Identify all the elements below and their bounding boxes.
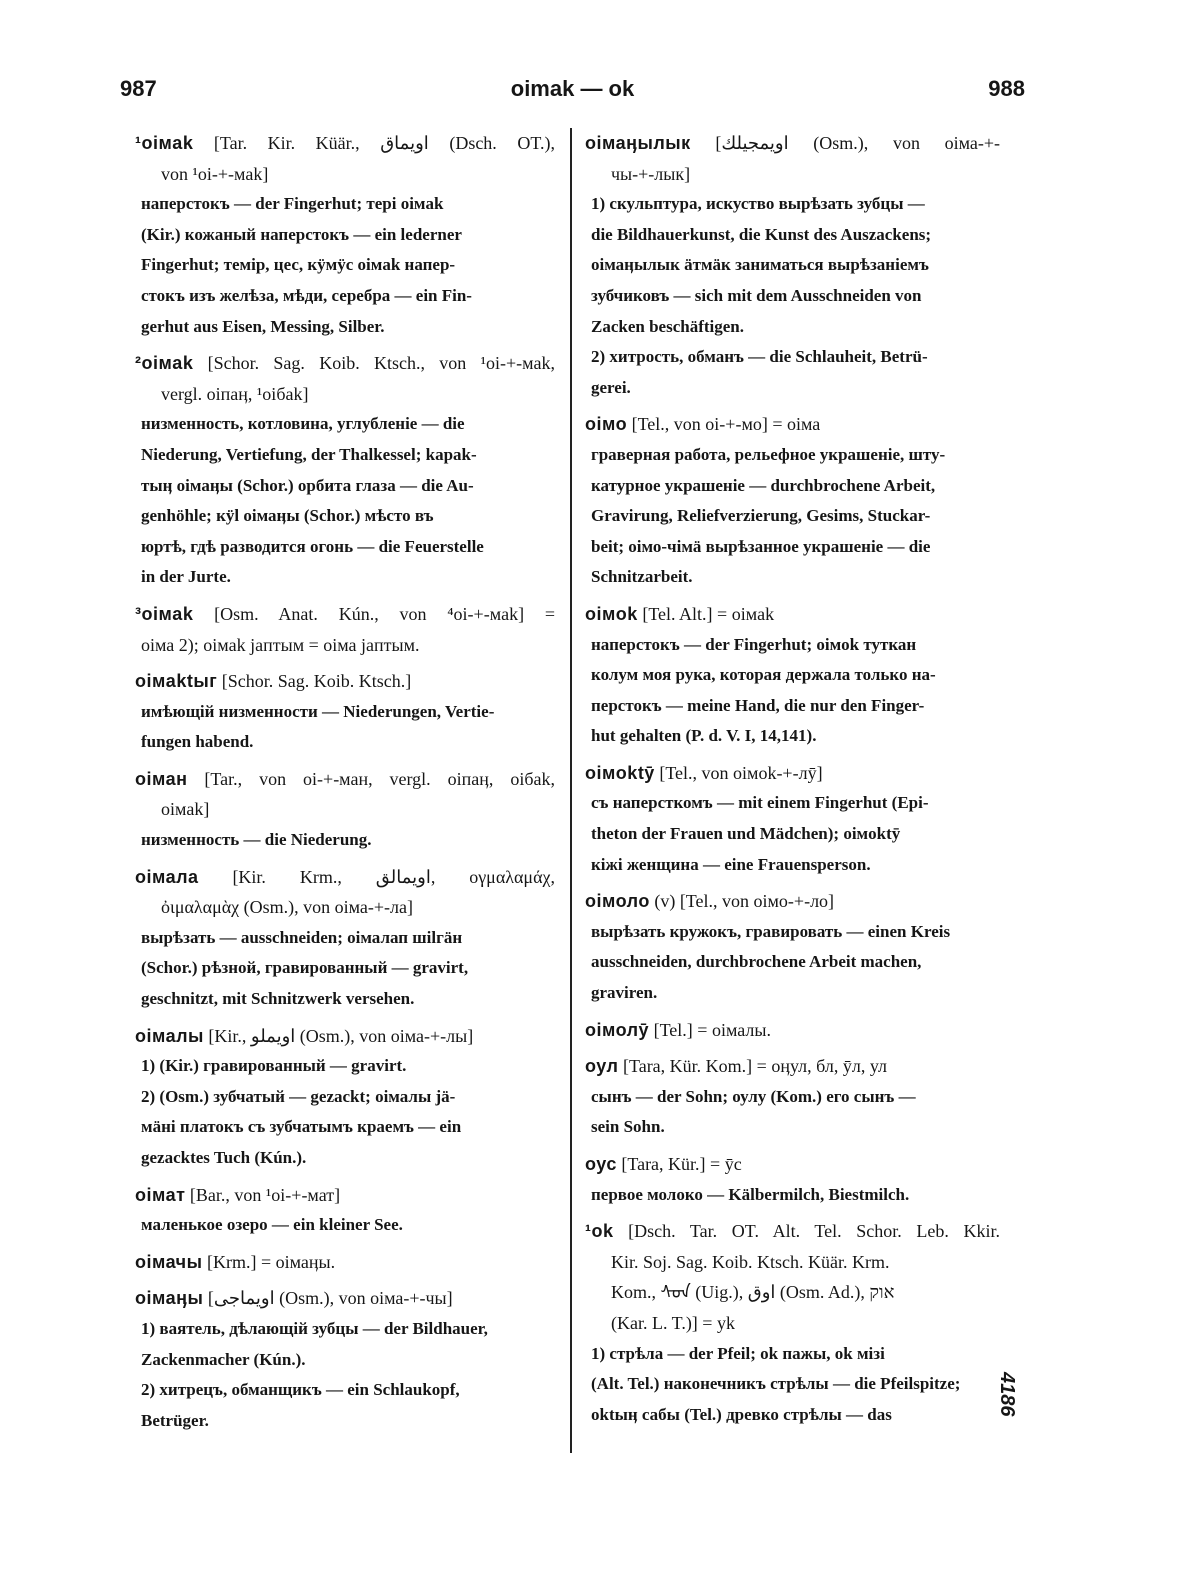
entry-line <box>135 984 555 1015</box>
entry-text: колум моя рука, которая держала только на- <box>591 665 936 685</box>
dictionary-entry <box>135 128 555 342</box>
entry-text: (Kir.) кожаный наперстокъ — ein lederner <box>141 224 462 244</box>
entry-headword: ³oiмak <box>135 603 194 624</box>
entry-line <box>135 312 555 343</box>
entry-text: мäнi платокъ съ зубчатымъ краемъ — ein <box>141 1117 462 1137</box>
entry-text: vergl. oiпаӊ, ¹oiбak] <box>161 383 309 404</box>
entry-line <box>135 1345 555 1376</box>
entry-head-line <box>585 886 1000 917</box>
entry-line <box>585 440 1000 471</box>
entry-line <box>135 1375 555 1406</box>
entry-line <box>585 1082 1000 1113</box>
entry-text: (v) [Tel., von oiмо-+-ло] <box>654 891 835 912</box>
entry-line <box>585 721 1000 752</box>
entry-text: [Tel.] = oiмалы. <box>653 1019 771 1040</box>
entry-line <box>585 1112 1000 1143</box>
entry-headword: oiмаӊылык <box>585 133 691 153</box>
entry-text: [Tel. Alt.] = oiмak <box>642 603 775 624</box>
entry-line <box>135 562 555 593</box>
entry-line <box>135 471 555 502</box>
dictionary-entry <box>585 886 1000 1008</box>
entry-text: oiмаӊылык äтмäк заниматься вырѣзаніемъ <box>591 255 929 275</box>
entry-head-line <box>585 1015 1000 1046</box>
entry-line <box>135 923 555 954</box>
entry-head-line <box>135 1283 555 1314</box>
entry-text: съ наперсткомъ — mit einem Fingerhut (Epi- <box>591 793 929 813</box>
entry-text: чы-+-лык] <box>611 163 691 184</box>
entry-line <box>585 819 1000 850</box>
entry-line <box>135 250 555 281</box>
entry-line <box>135 892 555 923</box>
entry-text: oktыӊ сабы (Tel.) древко стрѣлы — das <box>591 1404 892 1424</box>
left-column <box>135 128 555 1442</box>
dictionary-entry <box>135 666 555 758</box>
dictionary-entry <box>585 758 1000 880</box>
entry-line <box>135 953 555 984</box>
entry-text: [Osm. Anat. Kún., von ⁴oi-+-мak] = <box>214 603 556 624</box>
entry-line <box>135 1082 555 1113</box>
entry-text: ausschneiden, durchbrochene Arbeit machen, <box>591 952 922 972</box>
entry-headword: oiмoktӯ <box>585 762 655 783</box>
entry-text: [Dsch. Tar. OT. Alt. Tel. Schor. Leb. Kkir. <box>628 1221 1001 1242</box>
entry-text: [Tara, Kür. Kom.] = оӊул, бл, ӯл, ул <box>622 1056 888 1077</box>
entry-text: наперстокъ — der Fingerhut; тері oiмak <box>141 194 444 214</box>
entry-text: 2) (Osm.) зубчатый — gezackt; oiмалы jä- <box>141 1086 456 1106</box>
entry-text: Kir. Soj. Sag. Koib. Ktsch. Küär. Krm. <box>611 1251 890 1272</box>
entry-line <box>585 788 1000 819</box>
entry-line <box>585 189 1000 220</box>
entry-head-line <box>585 599 1000 630</box>
entry-text: Niederung, Vertiefung, der Thalkessel; kapak- <box>141 444 477 464</box>
dictionary-entry <box>135 1180 555 1241</box>
entry-text: [Tar., von oi-+-ман, vergl. oiпаӊ, oiбak, <box>204 768 555 789</box>
entry-line <box>585 1369 1000 1400</box>
entry-headword: oiмok <box>585 603 638 624</box>
entry-headword: oiмачы <box>135 1251 203 1272</box>
entry-text: gezacktes Tuch (Kún.). <box>141 1148 307 1167</box>
entry-text: маленькое озеро — ein kleiner See. <box>141 1215 403 1235</box>
entry-text: [Kir. Krm., اويمالق, ογμαλαμάχ, <box>232 866 555 887</box>
entry-text: [Bar., von ¹oi-+-мат] <box>189 1184 341 1205</box>
entry-text: вырѣзать — ausschneiden; oiмалап шilгäн <box>141 927 463 947</box>
entry-text: (Schor.) рѣзной, гравированный — gravirt, <box>141 958 469 978</box>
entry-line <box>135 189 555 220</box>
entry-line <box>135 379 555 410</box>
entry-head-line <box>135 348 555 379</box>
dictionary-entry <box>585 1051 1000 1143</box>
entry-text: theton der Frauen und Mädchen); oiмoktӯ <box>591 824 901 844</box>
entry-headword: oiмо <box>585 414 628 435</box>
entry-text: кiжi женщина — eine Frauensperson. <box>591 854 871 874</box>
entry-line <box>135 1112 555 1143</box>
entry-line <box>135 630 555 661</box>
entry-line <box>585 1400 1000 1431</box>
entry-text: [اويماجى (Osm.), von oiма-+-чы] <box>207 1288 453 1309</box>
entry-line <box>585 660 1000 691</box>
entry-line <box>135 825 555 856</box>
entry-text: geschnitzt, mit Schnitzwerk versehen. <box>141 989 415 1009</box>
entry-headword: oiмоло <box>585 891 650 912</box>
entry-text: 2) хитрость, обманъ — die Schlauheit, Betrü- <box>591 347 928 367</box>
entry-text: юртѣ, гдѣ разводится огонь — die Feuerstelle <box>141 536 484 556</box>
entry-text: 1) скульптура, искуство вырѣзать зубцы — <box>591 194 925 214</box>
entry-line <box>135 1143 555 1174</box>
page-number-left: 987 <box>120 76 157 101</box>
entry-text: [Kir., اويملو (Osm.), von oiма-+-лы] <box>208 1025 474 1046</box>
entry-headword: оул <box>585 1056 619 1077</box>
entry-text: граверная работа, рельефное украшеніе, шту- <box>591 444 946 464</box>
entry-line <box>135 501 555 532</box>
entry-line <box>135 281 555 312</box>
entry-headword: ¹oiмak <box>135 133 194 153</box>
entry-text: [Schor. Sag. Koib. Ktsch., von ¹oi-+-мak, <box>207 353 556 374</box>
entry-text: Schnitzarbeit. <box>591 567 693 587</box>
entry-head-line <box>135 1247 555 1278</box>
entry-head-line <box>585 1051 1000 1082</box>
entry-head-line <box>585 1149 1000 1180</box>
entry-line <box>135 409 555 440</box>
entry-text: oiмak] <box>161 799 210 820</box>
entry-text: тыӊ oiмаӊы (Schor.) орбита глаза — die Au- <box>141 475 474 495</box>
dictionary-entry <box>135 764 555 856</box>
entry-text: gerei. <box>591 377 631 397</box>
dictionary-entry <box>135 1247 555 1278</box>
entry-text: наперстокъ — der Fingerhut; oiмok туткан <box>591 634 917 654</box>
column-divider <box>570 128 572 1453</box>
dictionary-entry <box>135 1283 555 1436</box>
entry-headword: oiмаӊы <box>135 1288 204 1309</box>
entry-line <box>585 917 1000 948</box>
entry-text: graviren. <box>591 983 658 1003</box>
entry-line <box>585 373 1000 404</box>
entry-headword: oiман <box>135 768 188 789</box>
entry-head-line <box>135 1180 555 1211</box>
entry-line <box>135 159 555 190</box>
entry-line <box>585 1308 1000 1339</box>
entry-line <box>585 312 1000 343</box>
entry-text: 2) хитрецъ, обманщикъ — ein Schlaukopf, <box>141 1380 460 1400</box>
entry-line <box>135 1210 555 1241</box>
entry-text: hut gehalten (P. d. V. I, 14,141). <box>591 726 817 746</box>
entry-line <box>135 220 555 251</box>
entry-text: ὀιμαλαμὰχ (Osm.), von oiма-+-ла] <box>161 897 414 918</box>
entry-line <box>135 1051 555 1082</box>
dictionary-entry <box>135 862 555 1015</box>
entry-text: [اويمجيلك (Osm.), von oiма-+- <box>715 133 1001 153</box>
entry-line <box>585 342 1000 373</box>
entry-text: [Schor. Sag. Koib. Ktsch.] <box>221 671 412 692</box>
entry-line <box>585 562 1000 593</box>
entry-text: сынъ — der Sohn; оулу (Kom.) его сынъ — <box>591 1086 916 1106</box>
dictionary-entry <box>135 599 555 660</box>
entry-text: in der Jurte. <box>141 567 231 587</box>
entry-text: gerhut aus Eisen, Messing, Silber. <box>141 316 385 336</box>
entry-line <box>135 440 555 471</box>
entry-head-line <box>135 862 555 893</box>
entry-text: [Krm.] = oiмаӊы. <box>206 1251 336 1272</box>
entry-text: 1) стрѣла — der Pfeil; ok пажы, ok мiзi <box>591 1343 885 1363</box>
entry-line <box>585 532 1000 563</box>
entry-head-line <box>135 764 555 795</box>
entry-line <box>135 1314 555 1345</box>
entry-head-line <box>585 1216 1000 1247</box>
entry-line <box>585 1247 1000 1278</box>
entry-headword: oiмалы <box>135 1025 204 1046</box>
entry-line <box>585 471 1000 502</box>
entry-head-line <box>585 409 1000 440</box>
entry-head-line <box>135 666 555 697</box>
entry-text: Betrüger. <box>141 1410 209 1430</box>
dictionary-entry <box>135 348 555 593</box>
dictionary-entry <box>135 1021 555 1174</box>
entry-text: низменность, котловина, углубленіе — die <box>141 414 465 434</box>
entry-text: Fingerhut; темір, цес, кӱмӱс oiмak напер- <box>141 255 456 275</box>
entry-text: 1) ваятель, дѣлающій зубцы — der Bildhauer, <box>141 1318 488 1338</box>
margin-note: 4186 <box>996 1372 1018 1417</box>
entry-text: Kom., ᠰᠣᠨ (Uig.), اوق (Osm. Ad.), אוק <box>611 1282 895 1303</box>
entry-headword: оус <box>585 1154 617 1174</box>
entry-headword: oiмат <box>135 1184 186 1205</box>
entry-line <box>585 1180 1000 1211</box>
entry-line <box>135 697 555 728</box>
entry-text: (Alt. Tel.) наконечникъ стрѣлы — die Pfeilspitze; <box>591 1374 961 1394</box>
entry-line <box>585 691 1000 722</box>
entry-text: Gravirung, Reliefverzierung, Gesims, Stuckar- <box>591 506 931 526</box>
entry-text: [Tel., von oi-+-мо] = oiма <box>631 414 821 435</box>
entry-line <box>585 220 1000 251</box>
entry-line <box>135 1406 555 1437</box>
entry-text: beit; oiмо-чiмä вырѣзанное украшеніе — die <box>591 536 931 556</box>
entry-text: стокъ изъ желѣза, мѣди, серебра — ein Fin- <box>141 285 472 305</box>
entry-text: oiма 2); oiмak jaптым = oiма jaптым. <box>141 634 420 655</box>
entry-line <box>135 794 555 825</box>
right-column <box>585 128 1000 1436</box>
entry-text: genhöhle; кӱl oiмаӊы (Schor.) мѣсто въ <box>141 506 434 526</box>
entry-head-line <box>135 1021 555 1052</box>
entry-text: имѣющій низменности — Niederungen, Vertie- <box>141 701 495 721</box>
entry-text: [Tar. Kir. Küär., اويماق (Dsch. OT.), <box>213 133 556 153</box>
dictionary-entry <box>585 1149 1000 1210</box>
dictionary-entry <box>585 599 1000 752</box>
page-number-right: 988 <box>988 76 1025 101</box>
entry-text: катурное украшеніе — durchbrochene Arbeit, <box>591 475 936 495</box>
entry-line <box>585 850 1000 881</box>
entry-line <box>135 727 555 758</box>
dictionary-entry <box>585 128 1000 403</box>
entry-line <box>585 159 1000 190</box>
dictionary-entry <box>585 409 1000 593</box>
entry-line <box>585 250 1000 281</box>
entry-head-line <box>135 599 555 630</box>
entry-line <box>585 1277 1000 1308</box>
entry-text: sein Sohn. <box>591 1117 665 1137</box>
entry-text: Zackenmacher (Kún.). <box>141 1349 306 1369</box>
entry-head-line <box>585 128 1000 159</box>
entry-line <box>585 281 1000 312</box>
entry-text: зубчиковъ — sich mit dem Ausschneiden von <box>591 285 922 305</box>
dictionary-entry <box>585 1015 1000 1046</box>
entry-text: вырѣзать кружокъ, гравировать — einen Kreis <box>591 921 951 941</box>
entry-text: [Tara, Kür.] = ӯс <box>621 1154 742 1174</box>
entry-text: [Tel., von oiмok-+-лӯ] <box>659 762 823 783</box>
entry-head-line <box>585 758 1000 789</box>
entry-text: низменность — die Niederung. <box>141 830 372 850</box>
entry-line <box>585 978 1000 1009</box>
entry-line <box>585 947 1000 978</box>
entry-headword: oiмaktыг <box>135 671 218 692</box>
entry-text: (Kar. L. T.)] = yk <box>611 1312 735 1333</box>
entry-headword: oiмолӯ <box>585 1019 650 1040</box>
running-title: oimak — ok <box>510 76 635 101</box>
page-header <box>120 76 1025 116</box>
entry-headword: ²oiмak <box>135 353 194 374</box>
entry-line <box>585 501 1000 532</box>
dictionary-entry <box>585 1216 1000 1430</box>
entry-line <box>585 1339 1000 1370</box>
entry-text: fungen habend. <box>141 732 254 752</box>
entry-line <box>585 630 1000 661</box>
entry-text: die Bildhauerkunst, die Kunst des Auszackens; <box>591 224 932 244</box>
entry-text: von ¹oi-+-мak] <box>161 163 269 184</box>
entry-line <box>135 532 555 563</box>
entry-text: перстокъ — meine Hand, die nur den Finger- <box>591 695 925 715</box>
entry-text: Zacken beschäftigen. <box>591 316 744 336</box>
entry-head-line <box>135 128 555 159</box>
entry-text: первое молоко — Kälbermilch, Biestmilch. <box>591 1184 910 1204</box>
entry-text: 1) (Kir.) гравированный — gravirt. <box>141 1056 407 1076</box>
entry-headword: oiмала <box>135 866 199 887</box>
entry-headword: ¹ok <box>585 1221 614 1242</box>
